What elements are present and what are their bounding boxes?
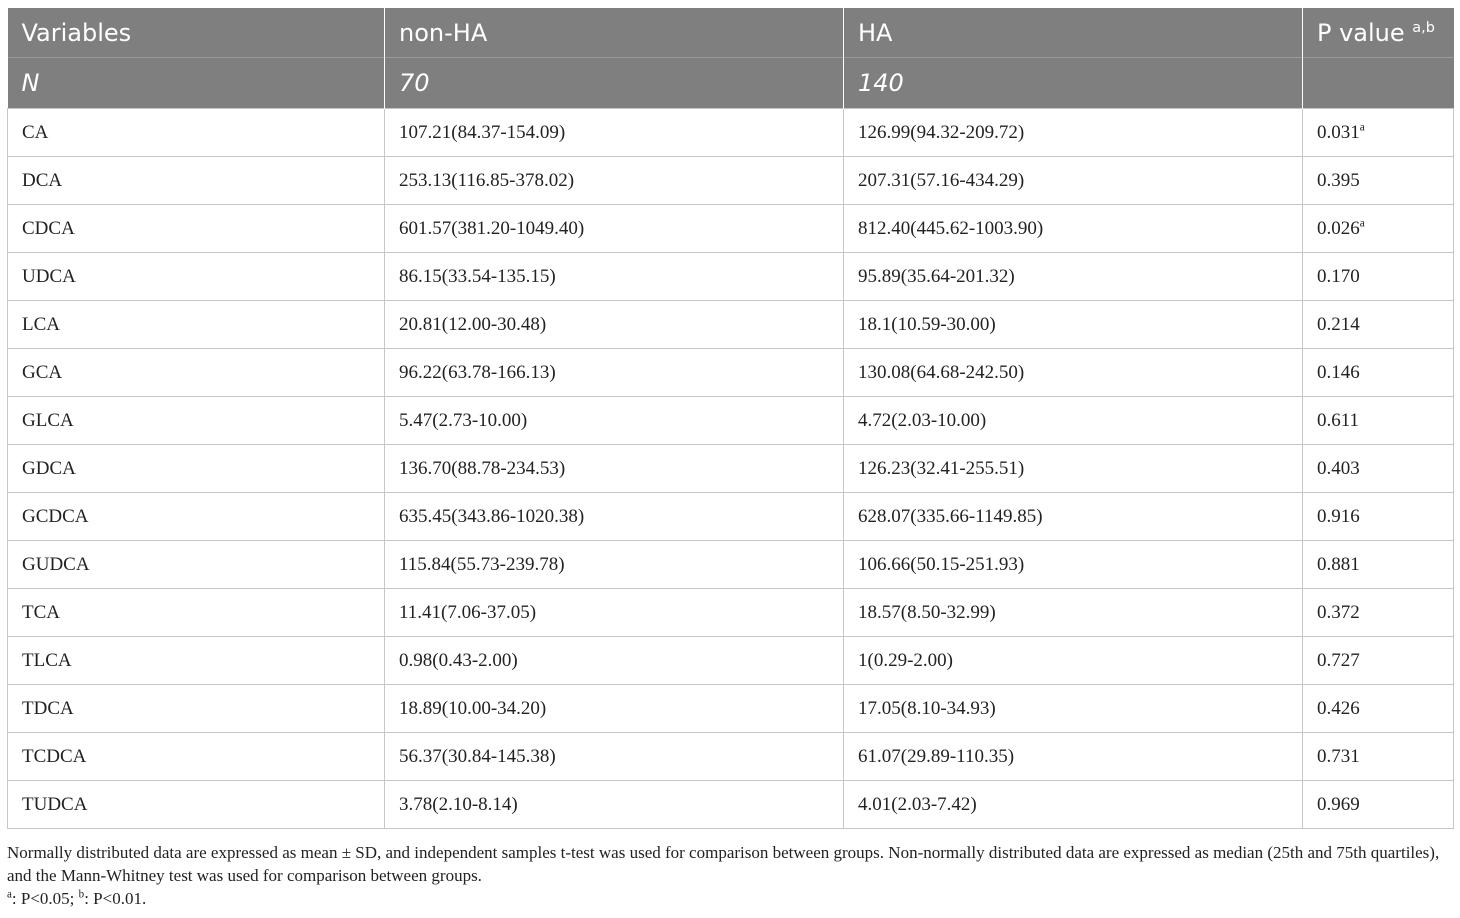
p-value-text: 0.611 [1317, 409, 1360, 431]
header-p-superscript: a,b [1412, 19, 1435, 36]
footnote-mark-b: b [78, 888, 85, 901]
cell-p-value [1303, 397, 1454, 445]
cell-variable: TDCA [8, 685, 385, 733]
cell-non-ha: 136.70(88.78-234.53) [385, 445, 844, 493]
cell-variable: CDCA [8, 205, 385, 253]
p-value-text: 0.731 [1317, 745, 1360, 767]
cell-p-value [1303, 253, 1454, 301]
header-p-value [1303, 8, 1454, 58]
cell-p-value [1303, 781, 1454, 829]
header-non-ha: non-HA [385, 8, 844, 58]
table-row [8, 589, 1454, 637]
bile-acid-table [7, 8, 1454, 829]
header-p-label: P value [1317, 18, 1405, 47]
cell-p-value [1303, 541, 1454, 589]
cell-variable: GCA [8, 349, 385, 397]
cell-variable: UDCA [8, 253, 385, 301]
p-value-text: 0.031 [1317, 121, 1360, 143]
cell-p-value [1303, 301, 1454, 349]
p-value-text: 0.395 [1317, 169, 1360, 191]
cell-non-ha: 5.47(2.73-10.00) [385, 397, 844, 445]
table-row [8, 301, 1454, 349]
table-row [8, 781, 1454, 829]
cell-non-ha: 11.41(7.06-37.05) [385, 589, 844, 637]
cell-ha: 61.07(29.89-110.35) [844, 733, 1303, 781]
cell-p-value [1303, 493, 1454, 541]
cell-non-ha: 107.21(84.37-154.09) [385, 109, 844, 157]
table-row [8, 733, 1454, 781]
p-value-text: 0.426 [1317, 697, 1360, 719]
cell-variable: GUDCA [8, 541, 385, 589]
cell-variable: GCDCA [8, 493, 385, 541]
header-ha: HA [844, 8, 1303, 58]
footnote-mark-a: a [7, 888, 12, 901]
cell-ha: 106.66(50.15-251.93) [844, 541, 1303, 589]
cell-variable: GDCA [8, 445, 385, 493]
cell-ha: 4.72(2.03-10.00) [844, 397, 1303, 445]
table-row [8, 349, 1454, 397]
footnote-b-text: : P<0.01. [84, 889, 147, 908]
cell-non-ha: 253.13(116.85-378.02) [385, 157, 844, 205]
cell-p-value [1303, 445, 1454, 493]
cell-variable: CA [8, 109, 385, 157]
cell-p-value [1303, 589, 1454, 637]
cell-p-value [1303, 349, 1454, 397]
cell-variable: DCA [8, 157, 385, 205]
cell-ha: 95.89(35.64-201.32) [844, 253, 1303, 301]
table-row [8, 685, 1454, 733]
p-value-superscript: a [1359, 217, 1365, 230]
table-row [8, 157, 1454, 205]
table-footnote [7, 841, 1453, 910]
p-value-text: 0.170 [1317, 265, 1360, 287]
n-non-ha: 70 [385, 58, 844, 109]
p-value-text: 0.146 [1317, 361, 1360, 383]
p-value-text: 0.727 [1317, 649, 1360, 671]
cell-p-value [1303, 685, 1454, 733]
cell-p-value [1303, 637, 1454, 685]
p-value-superscript: a [1359, 121, 1365, 134]
p-value-text: 0.214 [1317, 313, 1360, 335]
cell-ha: 207.31(57.16-434.29) [844, 157, 1303, 205]
cell-variable: TLCA [8, 637, 385, 685]
cell-ha: 126.99(94.32-209.72) [844, 109, 1303, 157]
header-row [8, 8, 1454, 58]
sample-size-row [8, 58, 1454, 109]
results-table-container [7, 8, 1453, 829]
cell-non-ha: 18.89(10.00-34.20) [385, 685, 844, 733]
table-row [8, 397, 1454, 445]
footnote-a-text: : P<0.05; [11, 889, 79, 908]
p-value-text: 0.403 [1317, 457, 1360, 479]
table-row [8, 637, 1454, 685]
table-row [8, 205, 1454, 253]
cell-non-ha: 115.84(55.73-239.78) [385, 541, 844, 589]
p-value-text: 0.372 [1317, 601, 1360, 623]
cell-variable: LCA [8, 301, 385, 349]
table-row [8, 541, 1454, 589]
cell-ha: 126.23(32.41-255.51) [844, 445, 1303, 493]
table-row [8, 109, 1454, 157]
table-row [8, 253, 1454, 301]
n-label: N [8, 58, 385, 109]
cell-variable: TCA [8, 589, 385, 637]
cell-ha: 130.08(64.68-242.50) [844, 349, 1303, 397]
p-value-text: 0.969 [1317, 793, 1360, 815]
footnote-significance [7, 887, 1453, 910]
header-variables: Variables [8, 8, 385, 58]
cell-non-ha: 601.57(381.20-1049.40) [385, 205, 844, 253]
p-value-text: 0.881 [1317, 553, 1360, 575]
cell-ha: 4.01(2.03-7.42) [844, 781, 1303, 829]
cell-variable: TUDCA [8, 781, 385, 829]
p-value-text: 0.916 [1317, 505, 1360, 527]
cell-variable: TCDCA [8, 733, 385, 781]
cell-p-value [1303, 157, 1454, 205]
cell-ha: 812.40(445.62-1003.90) [844, 205, 1303, 253]
cell-ha: 1(0.29-2.00) [844, 637, 1303, 685]
cell-ha: 628.07(335.66-1149.85) [844, 493, 1303, 541]
cell-p-value [1303, 205, 1454, 253]
cell-non-ha: 20.81(12.00-30.48) [385, 301, 844, 349]
cell-ha: 18.57(8.50-32.99) [844, 589, 1303, 637]
table-row [8, 445, 1454, 493]
p-value-text: 0.026 [1317, 217, 1360, 239]
table-row [8, 493, 1454, 541]
cell-non-ha: 0.98(0.43-2.00) [385, 637, 844, 685]
table-body [8, 109, 1454, 829]
cell-non-ha: 96.22(63.78-166.13) [385, 349, 844, 397]
footnote-text: Normally distributed data are expressed as mean ± SD, and independent samples t-test was used for comparison between groups. Non-normally distributed data are expressed as median (25th and 75th quartiles), and the Mann-Whitney test was used for comparison between groups. [7, 843, 1440, 885]
cell-variable: GLCA [8, 397, 385, 445]
n-ha: 140 [844, 58, 1303, 109]
cell-non-ha: 86.15(33.54-135.15) [385, 253, 844, 301]
cell-ha: 17.05(8.10-34.93) [844, 685, 1303, 733]
cell-non-ha: 3.78(2.10-8.14) [385, 781, 844, 829]
cell-ha: 18.1(10.59-30.00) [844, 301, 1303, 349]
cell-p-value [1303, 109, 1454, 157]
cell-non-ha: 56.37(30.84-145.38) [385, 733, 844, 781]
cell-p-value [1303, 733, 1454, 781]
cell-non-ha: 635.45(343.86-1020.38) [385, 493, 844, 541]
n-p [1303, 58, 1454, 109]
